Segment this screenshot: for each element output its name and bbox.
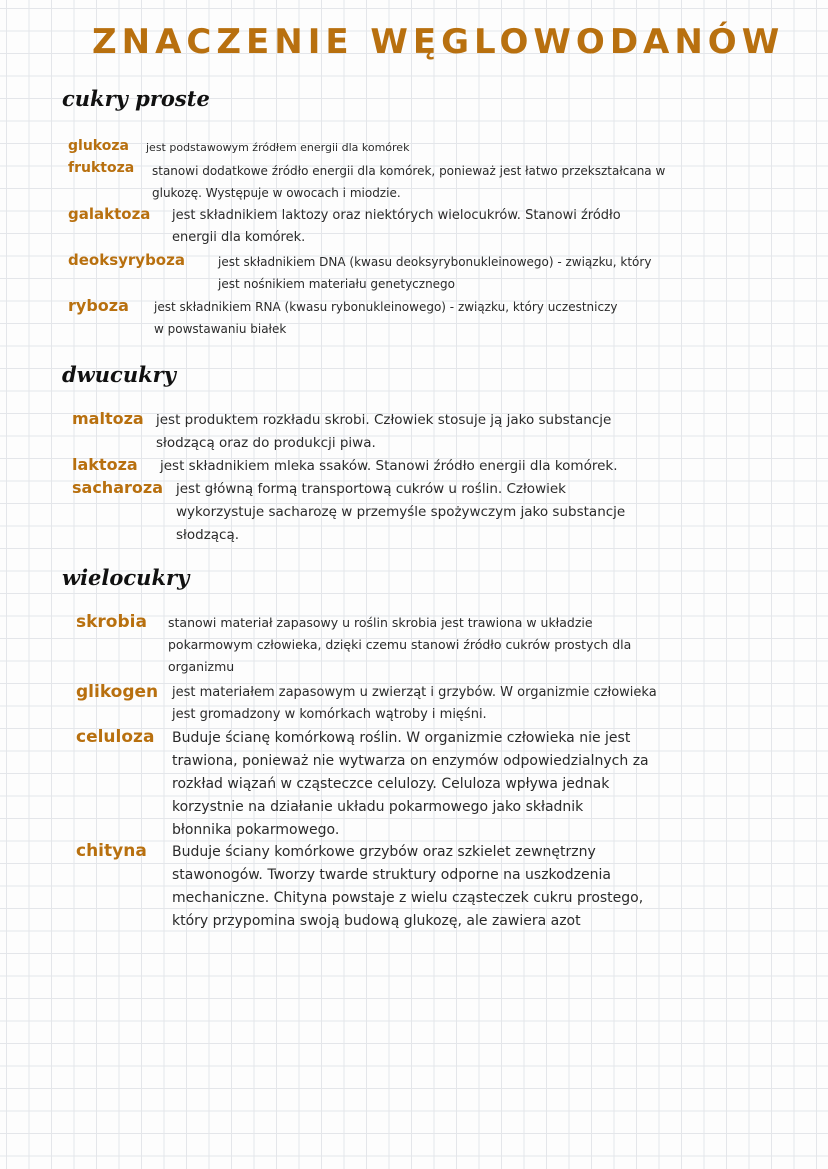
entry-deoksyryboza [68, 251, 768, 295]
entry-galaktoza [68, 205, 732, 249]
term-deoksyryboza: deoksyryboza [68, 251, 185, 269]
term-ryboza: ryboza [68, 296, 129, 315]
description-glukoza: jest podstawowym źródłem energii dla komórek [146, 141, 410, 154]
entry-laktoza [72, 455, 760, 478]
term-fruktoza: fruktoza [68, 160, 135, 176]
section-heading-wielocukry: wielocukry [62, 565, 190, 590]
term-galaktoza: galaktoza [68, 205, 151, 223]
description-glikogen: jest materiałem zapasowym u zwierząt i grzybów. W organizmie człowieka jest gromadzony w komórkach wątroby i mięśni. [172, 685, 657, 722]
term-celuloza: celuloza [76, 727, 155, 747]
description-fruktoza: stanowi dodatkowe źródło energii dla komórek, ponieważ jest łatwo przekształcana w glukozę. Występuje w owocach i miodzie. [152, 164, 666, 200]
section-heading-cukry-proste: cukry proste [62, 86, 210, 111]
entry-glikogen [76, 682, 772, 726]
description-galaktoza: jest składnikiem laktozy oraz niektórych wielocukrów. Stanowi źródło energii dla komórek. [172, 208, 621, 245]
description-chityna: Buduje ściany komórkowe grzybów oraz szkielet zewnętrzny stawonogów. Tworzy twarde struktury odporne na uszkodzenia mechaniczne. Chityna powstaje z wielu cząsteczek cukru prostego, który przypomina swoją budową glukozę, ale zawiera azot [172, 844, 644, 929]
term-chityna: chityna [76, 841, 147, 861]
description-laktoza: jest składnikiem mleka ssaków. Stanowi źródło energii dla komórek. [160, 458, 618, 474]
entry-ryboza [68, 296, 774, 340]
description-ryboza: jest składnikiem RNA (kwasu rybonukleinowego) - związku, który uczestniczy w powstawaniu białek [154, 300, 618, 336]
term-sacharoza: sacharoza [72, 478, 163, 497]
entry-chityna [76, 841, 772, 933]
description-skrobia: stanowi materiał zapasowy u roślin skrobia jest trawiona w układzie pokarmowym człowieka, dzięki czemu stanowi źródło cukrów prostych dla organizmu [168, 615, 632, 674]
entry-sacharoza [72, 478, 766, 547]
description-sacharoza: jest główną formą transportową cukrów u roślin. Człowiek wykorzystuje sacharozę w przemyśle spożywczym jako substancje słodzącą. [176, 481, 626, 543]
description-celuloza: Buduje ścianę komórkową roślin. W organizmie człowieka nie jest trawiona, ponieważ nie wytwarza on enzymów odpowiedzialnych za rozkład wiązań w cząsteczce celulozy. Celuloza wpływa jednak korzystnie na działanie układu pokarmowego jako składnik błonnika pokarmowego. [172, 730, 649, 838]
term-maltoza: maltoza [72, 409, 144, 428]
term-glikogen: glikogen [76, 682, 159, 702]
entry-maltoza [72, 409, 756, 455]
page-title: ZNACZENIE WĘGLOWODANÓW [92, 22, 785, 62]
description-maltoza: jest produktem rozkładu skrobi. Człowiek stosuje ją jako substancje słodzącą oraz do produkcji piwa. [156, 412, 612, 451]
entry-fruktoza [68, 160, 792, 204]
section-heading-dwucukry: dwucukry [62, 362, 176, 387]
description-deoksyryboza: jest składnikiem DNA (kwasu deoksyrybonukleinowego) - związku, który jest nośnikiem materiału genetycznego [218, 255, 652, 291]
term-glukoza: glukoza [68, 138, 129, 154]
entry-celuloza [76, 727, 732, 842]
term-skrobia: skrobia [76, 612, 147, 632]
entry-skrobia [76, 612, 758, 678]
entry-glukoza [68, 138, 746, 158]
term-laktoza: laktoza [72, 455, 138, 474]
